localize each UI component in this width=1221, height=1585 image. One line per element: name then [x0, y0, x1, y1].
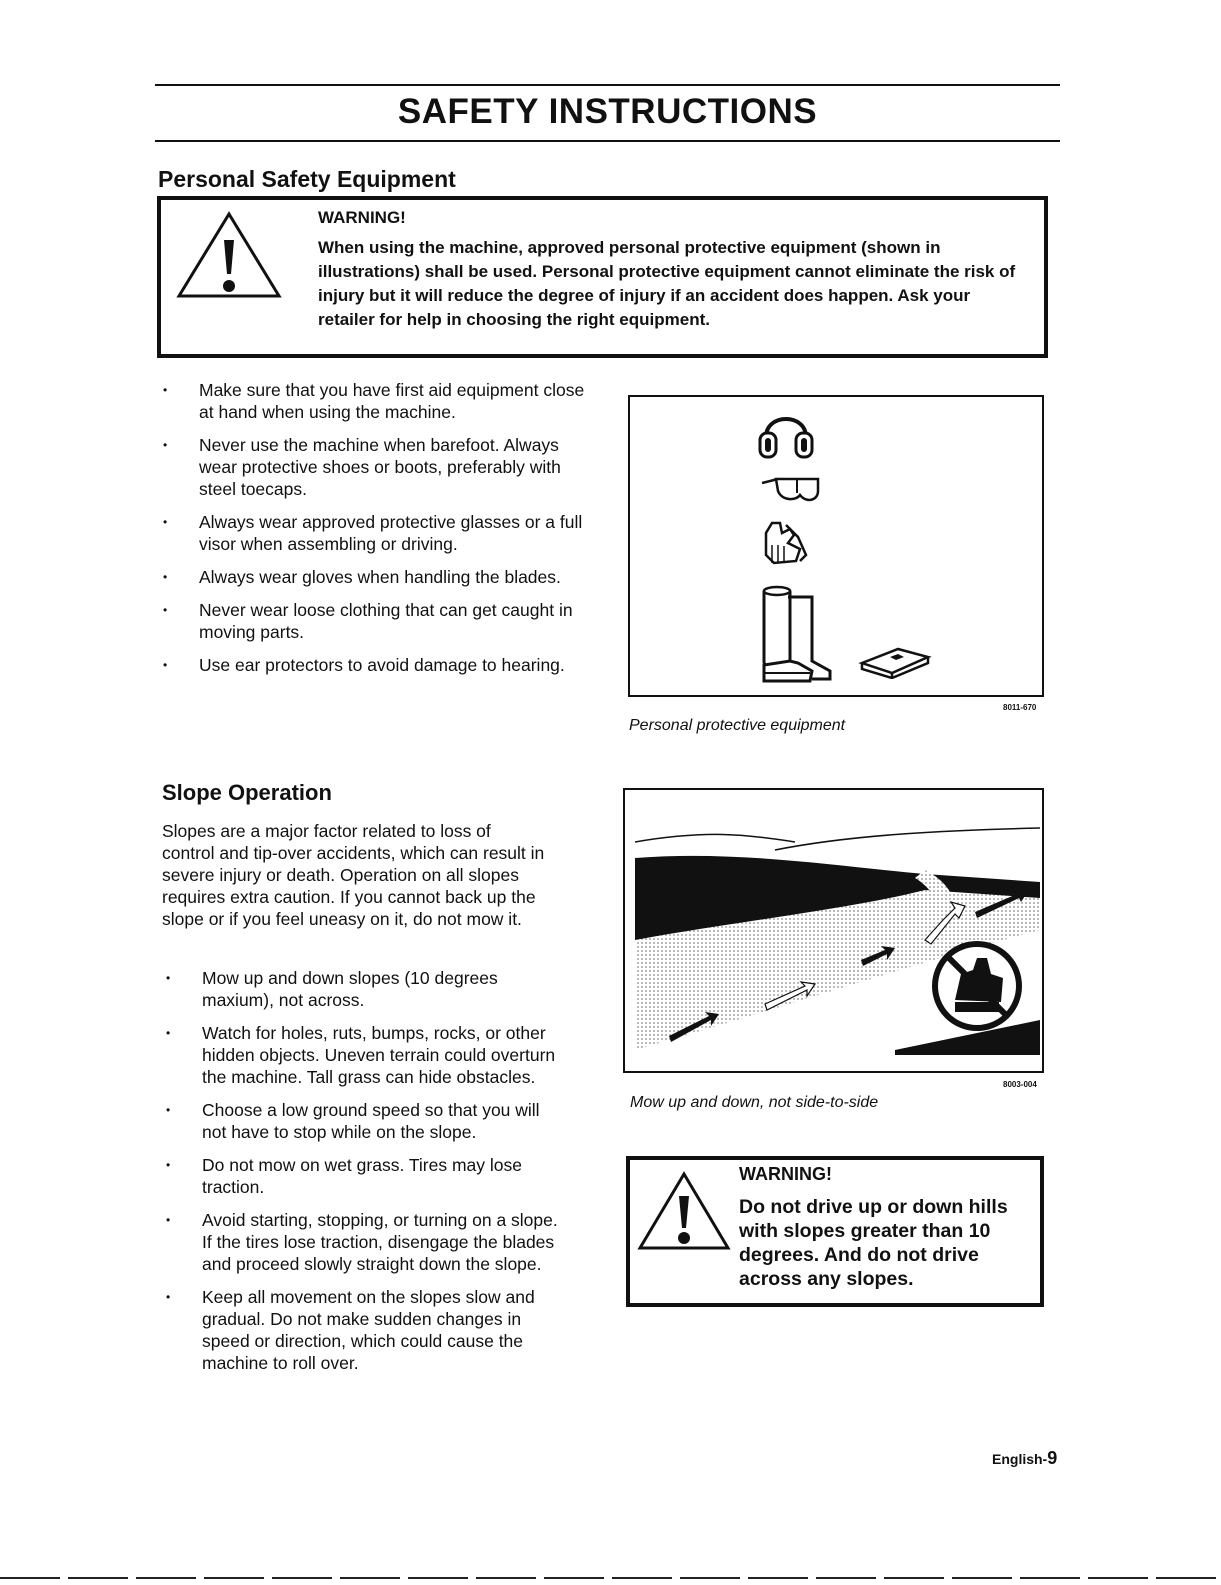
warning-title: WARNING! — [318, 208, 406, 227]
gloves-icon — [760, 515, 812, 567]
warning-box-slope — [626, 1156, 1044, 1307]
slope-intro: Slopes are a major factor related to loss of control and tip-over accidents, which can result in severe injury or death. Operation on all slopes requires extra caution. If you cannot back up the slope or if you feel uneasy on it, do not mow it. — [162, 821, 545, 929]
list-item: • Use ear protectors to avoid damage to hearing. — [157, 654, 597, 676]
personal-bullet-list — [157, 379, 597, 687]
boots-icon — [758, 583, 838, 689]
ppe-figure — [628, 395, 1044, 697]
page-title: SAFETY INSTRUCTIONS — [397, 92, 818, 131]
list-item: • Avoid starting, stopping, or turning on a slope. If the tires lose traction, disengage the blades and proceed slowly straight down the slope. — [160, 1209, 560, 1275]
warning-text: Do not drive up or down hills with slopes greater than 10 degrees. And do not drive across any slopes. — [739, 1196, 1008, 1290]
list-item: • Choose a low ground speed so that you will not have to stop while on the slope. — [160, 1099, 560, 1143]
warning-triangle-icon — [636, 1170, 732, 1252]
figure-caption: Personal protective equipment — [629, 717, 846, 734]
figure-code: 8003-004 — [1003, 1080, 1037, 1089]
warning-triangle-icon — [175, 210, 283, 300]
warning-title: WARNING! — [739, 1164, 832, 1184]
list-item: • Keep all movement on the slopes slow and gradual. Do not make sudden changes in speed or direction, which could cause the machine to roll over. — [160, 1286, 560, 1374]
warning-box-personal — [157, 196, 1048, 358]
page-number: 9 — [1047, 1448, 1058, 1468]
warning-text: When using the machine, approved personal protective equipment (shown in illustrations) shall be used. Personal protective equipment cannot eliminate the risk of injury but it will reduce the degree of injury if an accident does happen. Ask your retailer for help in choosing the right equipment. — [318, 238, 1016, 329]
page-footer — [992, 1448, 1057, 1469]
section-heading-personal: Personal Safety Equipment — [158, 166, 456, 192]
list-item: • Always wear gloves when handling the blades. — [157, 566, 597, 588]
list-item: • Never use the machine when barefoot. Always wear protective shoes or boots, preferably with steel toecaps. — [157, 434, 597, 500]
list-item: • Do not mow on wet grass. Tires may lose traction. — [160, 1154, 560, 1198]
title-underline — [155, 140, 1060, 142]
slope-illustration — [625, 790, 1042, 1071]
figure-caption: Mow up and down, not side-to-side — [630, 1094, 879, 1111]
safety-glasses-icon — [760, 473, 822, 507]
section-heading-slope: Slope Operation — [162, 780, 332, 805]
figure-code: 8011-670 — [1003, 703, 1037, 712]
list-item: • Mow up and down slopes (10 degrees maxium), not across. — [160, 967, 560, 1011]
slope-figure — [623, 788, 1044, 1073]
first-aid-kit-icon — [858, 645, 932, 679]
list-item: • Watch for holes, ruts, bumps, rocks, or other hidden objects. Uneven terrain could overturn the machine. Tall grass can hide obstacles. — [160, 1022, 560, 1088]
list-item: • Never wear loose clothing that can get caught in moving parts. — [157, 599, 597, 643]
top-rule — [155, 84, 1060, 86]
bottom-rule — [0, 1577, 1221, 1579]
slope-bullet-list — [160, 967, 560, 1385]
footer-language: English- — [992, 1451, 1048, 1467]
ear-protector-icon — [756, 407, 816, 461]
list-item: • Always wear approved protective glasses or a full visor when assembling or driving. — [157, 511, 597, 555]
list-item: • Make sure that you have first aid equipment close at hand when using the machine. — [157, 379, 597, 423]
